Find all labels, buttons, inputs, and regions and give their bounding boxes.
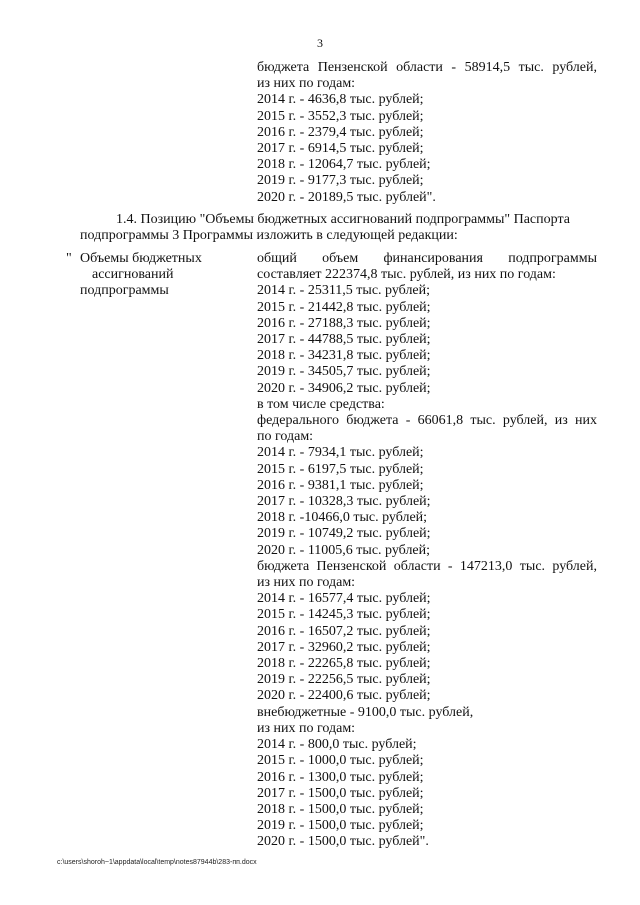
year-line: 2017 г. - 6914,5 тыс. рублей; <box>257 141 424 157</box>
year-line: 2016 г. - 27188,3 тыс. рублей; <box>257 315 431 331</box>
year-line: 2014 г. - 25311,5 тыс. рублей; <box>257 283 431 299</box>
year-line: 2018 г. -10466,0 тыс. рублей; <box>257 510 428 526</box>
amendment-line-1: 1.4. Позицию "Объемы бюджетных ассигнований подпрограммы" Паспорта <box>116 212 570 227</box>
year-line: 2015 г. - 3552,3 тыс. рублей; <box>257 108 424 124</box>
year-line: 2019 г. - 22256,5 тыс. рублей; <box>257 672 431 688</box>
table-left-cell <box>80 251 250 300</box>
year-line: 2014 г. - 16577,4 тыс. рублей; <box>257 591 431 607</box>
year-line: 2019 г. - 9177,3 тыс. рублей; <box>257 173 424 189</box>
table-right-cell <box>257 251 597 851</box>
year-line: 2020 г. - 1500,0 тыс. рублей". <box>257 834 429 850</box>
extra-budgetary-line: внебюджетные - 9100,0 тыс. рублей, <box>257 704 474 720</box>
year-line: 2017 г. - 1500,0 тыс. рублей; <box>257 785 424 801</box>
year-line: 2016 г. - 16507,2 тыс. рублей; <box>257 623 431 639</box>
year-line: 2017 г. - 44788,5 тыс. рублей; <box>257 332 431 348</box>
by-years-line: из них по годам: <box>257 720 356 736</box>
total-financing-line: составляет 222374,8 тыс. рублей, из них по годам: <box>257 267 556 283</box>
year-line: 2014 г. - 4636,8 тыс. рублей; <box>257 92 424 108</box>
year-line: 2014 г. - 7934,1 тыс. рублей; <box>257 445 424 461</box>
year-line: 2020 г. - 11005,6 тыс. рублей; <box>257 542 431 558</box>
left-cell-line: Объемы бюджетных <box>80 251 202 266</box>
year-line: 2019 г. - 1500,0 тыс. рублей; <box>257 818 424 834</box>
page-number: 3 <box>317 36 323 50</box>
left-cell-line: подпрограммы <box>80 283 169 299</box>
year-line: 2020 г. - 20189,5 тыс. рублей". <box>257 189 436 205</box>
by-years-line: из них по годам: <box>257 575 356 591</box>
regional-budget-line: бюджета Пензенской области - 147213,0 тыс. рублей, <box>257 558 597 574</box>
year-line: 2018 г. - 34231,8 тыс. рублей; <box>257 348 431 364</box>
year-line: 2015 г. - 14245,3 тыс. рублей; <box>257 607 431 623</box>
year-line: 2017 г. - 32960,2 тыс. рублей; <box>257 639 431 655</box>
regional-budget-line: бюджета Пензенской области - 58914,5 тыс. рублей, <box>257 60 597 75</box>
year-line: 2015 г. - 1000,0 тыс. рублей; <box>257 753 424 769</box>
year-line: 2014 г. - 800,0 тыс. рублей; <box>257 737 417 753</box>
year-line: 2019 г. - 34505,7 тыс. рублей; <box>257 364 431 380</box>
year-line: 2020 г. - 22400,6 тыс. рублей; <box>257 688 431 704</box>
year-line: 2020 г. - 34906,2 тыс. рублей; <box>257 380 431 396</box>
file-path-footer: c:\users\shoroh~1\appdata\local\temp\notes87944b\283-пп.docx <box>57 859 257 866</box>
year-line: 2016 г. - 1300,0 тыс. рублей; <box>257 769 424 785</box>
left-cell-line: ассигнований <box>92 267 174 283</box>
amendment-paragraph <box>80 212 597 244</box>
year-line: 2018 г. - 1500,0 тыс. рублей; <box>257 801 424 817</box>
including-line: в том числе средства: <box>257 396 385 412</box>
year-line: 2018 г. - 22265,8 тыс. рублей; <box>257 656 431 672</box>
total-financing-line: общий объем финансирования подпрограммы <box>257 251 597 266</box>
year-line: 2016 г. - 2379,4 тыс. рублей; <box>257 124 424 140</box>
by-years-line: из них по годам: <box>257 76 356 92</box>
year-line: 2018 г. - 12064,7 тыс. рублей; <box>257 157 431 173</box>
by-years-line: по годам: <box>257 429 314 445</box>
year-line: 2017 г. - 10328,3 тыс. рублей; <box>257 494 431 510</box>
year-line: 2019 г. - 10749,2 тыс. рублей; <box>257 526 431 542</box>
regional-budget-continuation <box>257 60 597 206</box>
year-line: 2016 г. - 9381,1 тыс. рублей; <box>257 477 424 493</box>
federal-budget-line: федерального бюджета - 66061,8 тыс. рублей, из них <box>257 413 597 429</box>
amendment-line-2: подпрограммы 3 Программы изложить в следующей редакции: <box>80 228 458 244</box>
year-line: 2015 г. - 6197,5 тыс. рублей; <box>257 461 424 477</box>
year-line: 2015 г. - 21442,8 тыс. рублей; <box>257 299 431 315</box>
opening-quote: " <box>66 251 72 266</box>
